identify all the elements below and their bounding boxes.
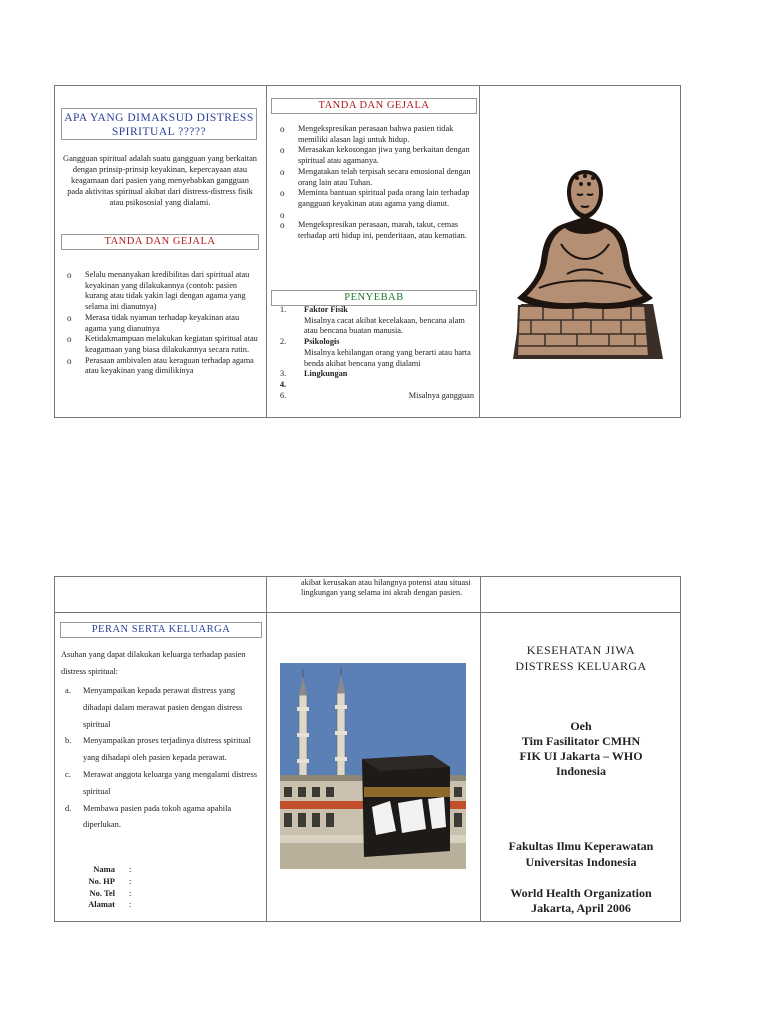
cover-who-line2: Jakarta, April 2006 <box>531 901 631 915</box>
cause-number: 6. <box>280 390 287 400</box>
list-item: o Selalu menanyakan kredibilitas dari spiritual atau keyakinan yang dilakukannya (contoh: pasien kurang atau tidak yakin lagi dengan agama yang selama ini dianutnya) <box>59 270 261 313</box>
list-item: o Merasakan kekosongan jiwa yang berkaitan dengan spiritual atau agamanya. <box>272 145 476 166</box>
kaaba-mecca-image <box>280 663 466 869</box>
cause-description: Misalnya gangguan <box>408 390 474 400</box>
signs-title-middle: TANDA DAN GEJALA <box>271 98 477 114</box>
cause-item <box>274 337 474 369</box>
list-item <box>61 733 261 767</box>
item-text: Menyampaikan proses terjadinya distress spiritual yang dihadapi oleh pasien kepada perawat. <box>83 736 251 763</box>
field-value: : <box>129 899 132 910</box>
cause-item <box>274 305 474 337</box>
field-label: Alamat <box>88 899 115 910</box>
cause-item <box>274 369 474 380</box>
item-letter: c. <box>65 769 71 779</box>
list-item <box>272 210 476 221</box>
p1-middle-column <box>266 86 479 417</box>
item-letter: a. <box>65 686 71 695</box>
item-letter: d. <box>65 803 72 813</box>
field-row <box>67 876 187 888</box>
item-text: Merawat anggota keluarga yang mengalami distress spiritual <box>83 769 258 796</box>
list-item: o Mengekspresikan perasaan bahwa pasien tidak memiliki alasan lagi untuk hidup. <box>272 124 476 145</box>
signs-list-middle <box>272 124 476 242</box>
list-item: o Ketidakmampuan melakukan kegiatan spiritual atau keagamaan yang biasa dilakukannya secara rutin. <box>59 334 261 355</box>
field-row <box>67 864 187 876</box>
cover-faculty-line1: Fakultas Ilmu Keperawatan <box>508 839 654 853</box>
field-row <box>67 888 187 900</box>
definition-text: Gangguan spiritual adalah suatu gangguan yang berkaitan dengan prinsip-prinsip keyakinan, kepercayaan atau keagamaan dari pasien yang menyebabkan gangguan pada aktivitas spiritual akibat dari distress-distress fisik atau psikososial yang dialami. <box>63 154 257 207</box>
cause-heading: Psikologis <box>304 337 340 347</box>
cause-heading: Faktor Fisik <box>304 305 348 314</box>
field-value: : <box>129 887 132 898</box>
list-item: o Mengekspresikan perasaan, marah, takut, cemas terhadap arti hidup ini, penderitaan, atau kematian. <box>272 220 476 241</box>
contact-fields <box>67 864 187 911</box>
field-label: No. HP <box>88 875 115 886</box>
list-item <box>61 683 261 733</box>
cover-title-line2: DISTRESS KELUARGA <box>515 659 647 673</box>
field-value: : <box>129 864 132 874</box>
causes-title: PENYEBAB <box>271 290 477 306</box>
list-item: o Meminta bantuan spiritual pada orang lain terhadap gangguan keyakinan atau agama yang dianut. <box>272 188 476 209</box>
list-item <box>61 767 261 801</box>
p2-right-column <box>480 612 682 921</box>
item-text: Membawa pasien pada tokoh agama apabila diperlukan. <box>83 803 232 830</box>
cover-title-line1: KESEHATAN JIWA <box>526 643 636 657</box>
item-letter: b. <box>65 736 72 746</box>
field-row <box>67 899 187 911</box>
signs-title-left: TANDA DAN GEJALA <box>61 234 259 250</box>
cover-team-line2: FIK UI Jakarta – WHO <box>519 749 643 763</box>
cause-number: 2. <box>280 337 287 347</box>
cover-faculty-line2: Universitas Indonesia <box>525 855 637 869</box>
family-role-title: PERAN SERTA KELUARGA <box>60 622 262 638</box>
cover-who-line1: World Health Organization <box>510 886 652 900</box>
family-care-list <box>61 683 261 834</box>
cause-item <box>274 380 474 391</box>
cover-team-line1: Tim Fasilitator CMHN <box>521 734 641 748</box>
list-item: o Merasa tidak nyaman terhadap keyakinan atau agama yang dianutnya <box>59 313 261 334</box>
family-intro: Asuhan yang dapat dilakukan keluarga terhadap pasien distress spiritual: <box>61 650 246 676</box>
item-text: Menyampaikan kepada perawat distress yang dihadapi dalam merawat pasien dengan distress spiritual <box>83 686 243 729</box>
brochure-page-1 <box>54 85 681 418</box>
p2-middle-column <box>266 612 480 921</box>
cause-description: Misalnya kehilangan orang yang berarti atau harta benda akibat bencana yang dialami <box>304 347 471 368</box>
signs-list-left <box>59 270 261 377</box>
field-value: : <box>129 875 132 886</box>
cause-description: Misalnya cacat akibat kecelakaan, bencana alam atau bencana buatan manusia. <box>304 315 465 336</box>
cause-item <box>274 391 474 402</box>
causes-list <box>274 305 474 401</box>
list-item: o Perasaan ambivalen atau keraguan terhadap agama atau keyakinan yang dimilikinya <box>59 356 261 377</box>
list-item: o Mengatakan telah terpisah secara emosional dengan orang lain atau Tuhan. <box>272 167 476 188</box>
field-label: No. Tel <box>89 887 115 898</box>
cover-by: Oeh <box>570 719 592 733</box>
p2-left-column <box>55 612 266 921</box>
cause-number: 1. <box>280 305 287 314</box>
cause-number: 4. <box>280 379 287 389</box>
brochure-page-2 <box>54 576 681 922</box>
list-item <box>61 801 261 835</box>
buddha-statue-image <box>503 164 668 364</box>
p1-left-column <box>55 86 266 417</box>
field-label: Nama <box>93 864 115 874</box>
cause-number: 3. <box>280 369 287 379</box>
p1-right-column <box>479 86 682 417</box>
cover-team-line3: Indonesia <box>555 764 607 778</box>
definition-title: APA YANG DIMAKSUD DISTRESS SPIRITUAL ????? <box>61 108 257 140</box>
continuation-text: akibat kerusakan atau hilangnya potensi atau situasi lingkungan yang selama ini akrab dengan pasien. <box>301 578 471 598</box>
cause-heading: Lingkungan <box>304 369 348 379</box>
